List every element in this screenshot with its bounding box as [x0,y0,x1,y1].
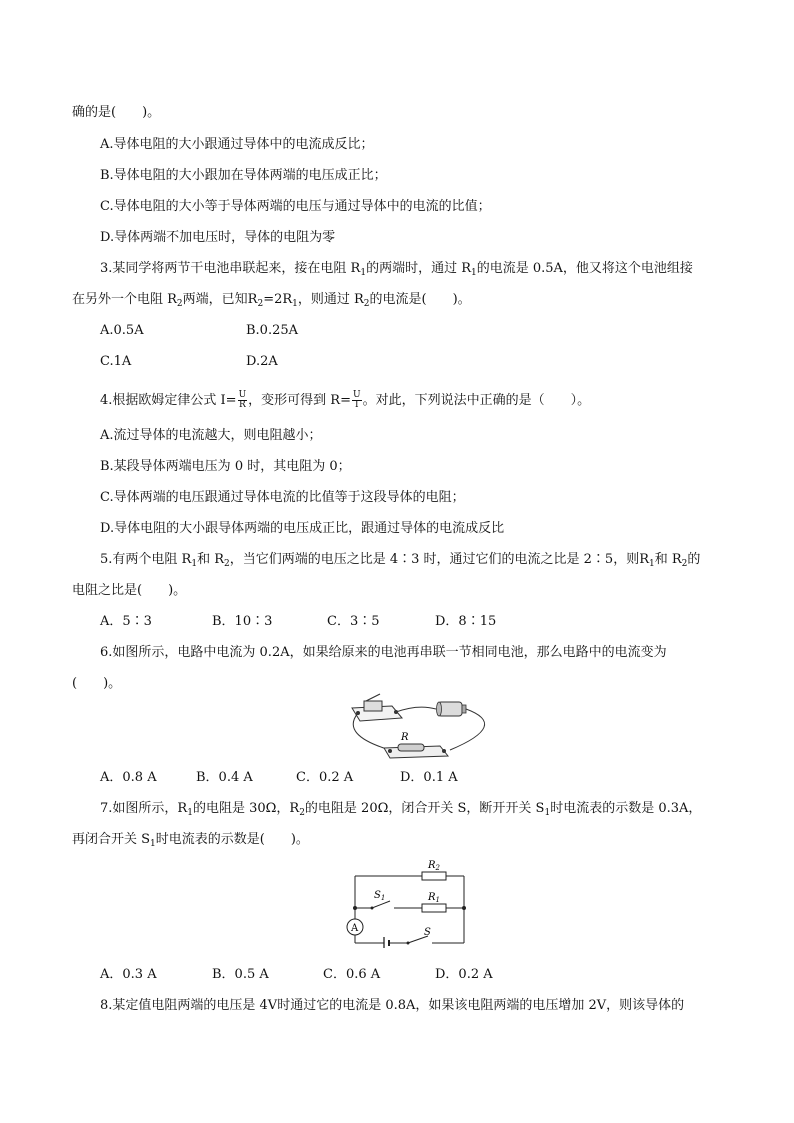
q6-option-a: A．0.8 A [100,770,157,785]
q6-stem-line1: 6.如图所示，电路中电流为 0.2A，如果给原来的电池再串联一节相同电池，那么电路中的电流变为 [100,645,667,660]
q6-stem-line2: ( )。 [72,676,122,691]
q2-option-c: C.导体电阻的大小等于导体两端的电压与通过导体中的电流的比值； [100,199,491,214]
formula-u-over-r: $\frac{U}{R}$ [238,390,247,410]
q3-stem-line1: 3.某同学将两节干电池串联起来，接在电阻 $R_1$的两端时，通过 $R_1$的电流是 0.5A，他又将这个电池组接 [100,261,693,278]
q6-option-d: D．0.1 A [400,770,458,785]
q4-option-d: D.导体电阻的大小跟导体两端的电压成正比，跟通过导体的电流成反比 [100,521,505,536]
q3-option-b: B.0.25A [246,323,299,338]
q7-stem-line1: 7.如图所示，$R_1$的电阻是 30Ω，$R_2$的电阻是 20Ω，闭合开关 S，断开开关 $S_1$时电流表的示数是 0.3A， [100,801,702,818]
q2-option-b: B.导体电阻的大小跟加在导体两端的电压成正比； [100,168,387,183]
q7-r2-label: $R_2$ [428,860,440,872]
q4-option-a: A.流过导体的电流越大，则电阻越小； [100,428,322,443]
q5-option-a: A．5∶3 [100,614,152,629]
q4-stem: 4.根据欧姆定律公式 I= $\frac{U}{R}$ ，变形可得到 R= $\frac{U}{I}$ 。对此，下列说法中正确的是（ ）。 [100,390,591,410]
q7-option-b: B．0.5 A [212,967,269,982]
q5-stem-line2: 电阻之比是( )。 [72,583,187,598]
q4-option-b: B.某段导体两端电压为 0 时，其电阻为 0； [100,459,351,474]
q2-stem-tail: 确的是( )。 [72,105,161,120]
formula-u-over-i: $\frac{U}{I}$ [353,390,361,410]
q3-option-d: D.2A [246,354,278,369]
q5-stem-line1: 5.有两个电阻 $R_1$和 $R_2$，当它们两端的电压之比是 4∶3 时，通过它们的电流之比是 2∶5，则$R_1$和 $R_2$的 [100,552,701,569]
q4-option-c: C.导体两端的电压跟通过导体电流的比值等于这段导体的电阻； [100,490,465,505]
q2-option-a: A.导体电阻的大小跟通过导体中的电流成反比； [100,137,374,152]
q7-circuit-diagram [344,856,474,948]
q6-circuit-figure [340,690,510,762]
q3-option-a: A.0.5A [100,323,144,338]
q6-option-b: B．0.4 A [196,770,253,785]
q7-r1-label: $R_1$ [428,892,440,904]
q3-stem-line2: 在另外一个电阻 $R_2$两端，已知$R_2=2R_1$，则通过 $R_2$的电流是( )。 [72,292,471,309]
q7-option-c: C．0.6 A [323,967,381,982]
q7-stem-line2: 再闭合开关 $S_1$时电流表的示数是( )。 [72,832,309,849]
q7-option-d: D．0.2 A [435,967,493,982]
q8-stem-line1: 8.某定值电阻两端的电压是 4V时通过它的电流是 0.8A，如果该电阻两端的电压增加 2V，则该导体的 [100,998,685,1013]
q7-option-a: A．0.3 A [100,967,157,982]
q7-s-label: S [424,927,431,938]
q2-option-d: D.导体两端不加电压时，导体的电阻为零 [100,230,336,245]
q5-option-b: B．10∶3 [212,614,273,629]
q5-option-c: C．3∶5 [327,614,380,629]
q3-option-c: C.1A [100,354,132,369]
q6-figure-r-label: R [401,732,409,743]
q6-option-c: C．0.2 A [296,770,354,785]
q7-s1-label: $S_1$ [374,890,386,902]
q5-option-d: D．8∶15 [435,614,497,629]
q7-ammeter-label: A [351,923,359,934]
